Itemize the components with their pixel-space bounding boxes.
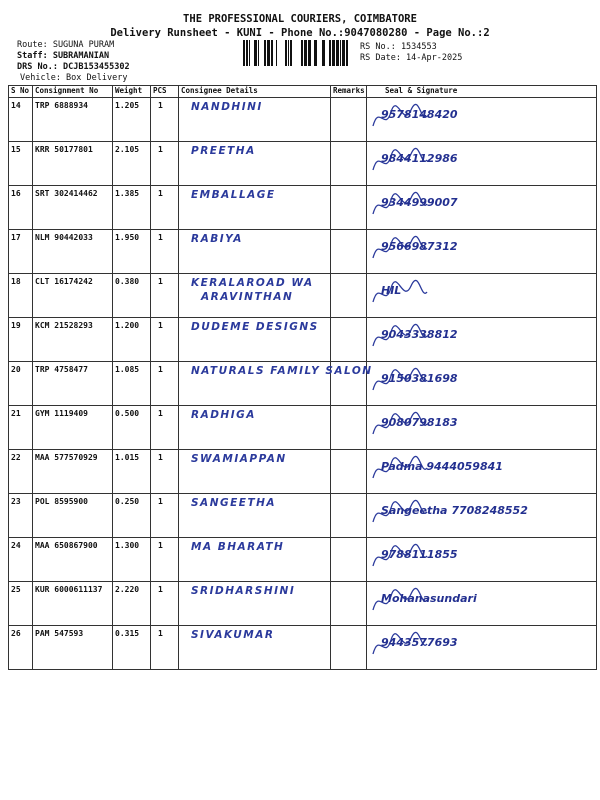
pcs-cell: 1 [151, 626, 179, 670]
pcs-cell: 1 [151, 274, 179, 318]
table-row [9, 142, 597, 186]
remarks-cell [331, 582, 367, 626]
col-header-pcs: PCS [151, 86, 179, 98]
signature-text: 9844112986 [381, 152, 458, 165]
signature-cell [367, 274, 597, 318]
consignment-cell: PAM 547593 [33, 626, 113, 670]
col-header-signature: Seal & Signature [367, 86, 597, 98]
pcs-cell: 1 [151, 186, 179, 230]
weight-cell: 0.250 [113, 494, 151, 538]
remarks-cell [331, 406, 367, 450]
table-row [9, 362, 597, 406]
table-row [9, 494, 597, 538]
table-row [9, 98, 597, 142]
table-row [9, 186, 597, 230]
consignee-handwriting: NATURALS FAMILY SALON [191, 365, 373, 377]
consignee-cell [179, 186, 331, 230]
signature-cell [367, 582, 597, 626]
consignee-handwriting: SRIDHARSHINI [191, 585, 296, 597]
consignment-cell: CLT 16174242 [33, 274, 113, 318]
consignment-cell: GYM 1119409 [33, 406, 113, 450]
table-header-row [9, 86, 597, 98]
pcs-cell: 1 [151, 450, 179, 494]
signature-cell [367, 318, 597, 362]
signature-text: 9150381698 [381, 372, 458, 385]
consignee-handwriting: RABIYA [191, 233, 243, 245]
consignee-handwriting: PREETHA [191, 145, 256, 157]
signature-text: 9080798183 [381, 416, 458, 429]
consignment-cell: KRR 50177801 [33, 142, 113, 186]
table-row [9, 406, 597, 450]
consignee-cell [179, 626, 331, 670]
pcs-cell: 1 [151, 142, 179, 186]
pcs-cell: 1 [151, 494, 179, 538]
consignment-cell: SRT 302414462 [33, 186, 113, 230]
signature-text: 9043338812 [381, 328, 458, 341]
signature-text: 9344999007 [381, 196, 458, 209]
table-row [9, 538, 597, 582]
sno-cell: 22 [9, 450, 33, 494]
runsheet-table [8, 85, 597, 670]
barcode-image [243, 40, 349, 66]
signature-text: 9578148420 [381, 108, 458, 121]
consignee-cell [179, 98, 331, 142]
signature-cell [367, 98, 597, 142]
remarks-cell [331, 142, 367, 186]
sno-cell: 25 [9, 582, 33, 626]
remarks-cell [331, 186, 367, 230]
table-row [9, 318, 597, 362]
signature-text: 9788111855 [381, 548, 458, 561]
col-header-weight: Weight [113, 86, 151, 98]
sno-cell: 15 [9, 142, 33, 186]
table-row [9, 274, 597, 318]
sno-cell: 16 [9, 186, 33, 230]
vehicle-text: Vehicle: Box Delivery [20, 73, 128, 83]
weight-cell: 0.380 [113, 274, 151, 318]
consignment-cell: MAA 577570929 [33, 450, 113, 494]
staff-text: Staff: SUBRAMANIAN [17, 51, 110, 61]
table-row [9, 626, 597, 670]
weight-cell: 1.385 [113, 186, 151, 230]
signature-text: 9566987312 [381, 240, 458, 253]
rs-no-text: RS No.: 1534553 [360, 42, 437, 52]
pcs-cell: 1 [151, 230, 179, 274]
signature-cell [367, 186, 597, 230]
remarks-cell [331, 626, 367, 670]
consignment-cell: POL 8595900 [33, 494, 113, 538]
sno-cell: 19 [9, 318, 33, 362]
remarks-cell [331, 318, 367, 362]
consignment-cell: MAA 650867900 [33, 538, 113, 582]
remarks-cell [331, 450, 367, 494]
signature-text: Sangeetha 7708248552 [381, 504, 528, 517]
remarks-cell [331, 274, 367, 318]
consignee-handwriting: MA BHARATH [191, 541, 285, 553]
consignee-cell [179, 362, 373, 406]
consignee-cell [179, 406, 331, 450]
consignee-cell [179, 494, 331, 538]
sno-cell: 23 [9, 494, 33, 538]
weight-cell: 1.205 [113, 98, 151, 142]
sno-cell: 14 [9, 98, 33, 142]
weight-cell: 0.315 [113, 626, 151, 670]
signature-cell [367, 406, 597, 450]
consignment-cell: TRP 4758477 [33, 362, 113, 406]
consignee-handwriting: NANDHINI [191, 101, 263, 113]
runsheet-subtitle: Delivery Runsheet - KUNI - Phone No.:9047080280 - Page No.:2 [110, 27, 490, 39]
weight-cell: 1.200 [113, 318, 151, 362]
consignment-cell: NLM 90442033 [33, 230, 113, 274]
col-header-consignee: Consignee Details [179, 86, 331, 98]
signature-cell [367, 230, 597, 274]
meta-left [17, 40, 130, 84]
remarks-cell [331, 494, 367, 538]
col-header-remarks: Remarks [331, 86, 367, 98]
signature-text: Mohanasundari [381, 592, 477, 605]
consignment-cell: KUR 6000611137 [33, 582, 113, 626]
consignment-cell: TRP 6888934 [33, 98, 113, 142]
pcs-cell: 1 [151, 318, 179, 362]
remarks-cell [331, 538, 367, 582]
company-title: THE PROFESSIONAL COURIERS, COIMBATORE [183, 13, 417, 25]
col-header-consignment: Consignment No [33, 86, 113, 98]
pcs-cell: 1 [151, 98, 179, 142]
consignment-cell: KCM 21528293 [33, 318, 113, 362]
sno-cell: 18 [9, 274, 33, 318]
consignee-cell [179, 230, 331, 274]
pcs-cell: 1 [151, 362, 179, 406]
signature-cell [367, 142, 597, 186]
table-row [9, 450, 597, 494]
col-header-sno: S No [9, 86, 33, 98]
signature-cell [367, 538, 597, 582]
signature-cell [367, 494, 597, 538]
consignee-handwriting: SWAMIAPPAN [191, 453, 287, 465]
weight-cell: 1.950 [113, 230, 151, 274]
pcs-cell: 1 [151, 582, 179, 626]
table-row [9, 582, 597, 626]
sno-cell: 26 [9, 626, 33, 670]
pcs-cell: 1 [151, 406, 179, 450]
consignee-cell [179, 274, 331, 318]
consignee-handwriting: SANGEETHA [191, 497, 277, 509]
consignee-handwriting: SIVAKUMAR [191, 629, 275, 641]
remarks-cell [331, 230, 367, 274]
sno-cell: 24 [9, 538, 33, 582]
consignee-cell [179, 142, 331, 186]
consignee-handwriting: KERALAROAD WA [191, 277, 314, 289]
weight-cell: 1.085 [113, 362, 151, 406]
remarks-cell [331, 98, 367, 142]
signature-text: HIL [381, 284, 402, 297]
sno-cell: 17 [9, 230, 33, 274]
consignee-handwriting: RADHIGA [191, 409, 256, 421]
rs-info [360, 42, 462, 64]
signature-text: 9443577693 [381, 636, 458, 649]
consignee-cell [179, 582, 331, 626]
sno-cell: 21 [9, 406, 33, 450]
weight-cell: 0.500 [113, 406, 151, 450]
drs-text: DRS No.: DCJB153455302 [17, 62, 130, 72]
signature-cell [367, 450, 597, 494]
signature-cell [367, 362, 597, 406]
consignee-handwriting: DUDEME DESIGNS [191, 321, 319, 333]
sno-cell: 20 [9, 362, 33, 406]
weight-cell: 2.220 [113, 582, 151, 626]
consignee-handwriting-line2: ARAVINTHAN [201, 291, 294, 303]
consignee-cell [179, 538, 331, 582]
consignee-cell [179, 318, 331, 362]
table-row [9, 230, 597, 274]
consignee-cell [179, 450, 331, 494]
weight-cell: 1.300 [113, 538, 151, 582]
signature-cell [367, 626, 597, 670]
pcs-cell: 1 [151, 538, 179, 582]
route-text: Route: SUGUNA PURAM [17, 40, 115, 50]
weight-cell: 2.105 [113, 142, 151, 186]
signature-text: Padma 9444059841 [381, 460, 503, 473]
consignee-handwriting: EMBALLAGE [191, 189, 276, 201]
rs-date-text: RS Date: 14-Apr-2025 [360, 53, 463, 63]
weight-cell: 1.015 [113, 450, 151, 494]
